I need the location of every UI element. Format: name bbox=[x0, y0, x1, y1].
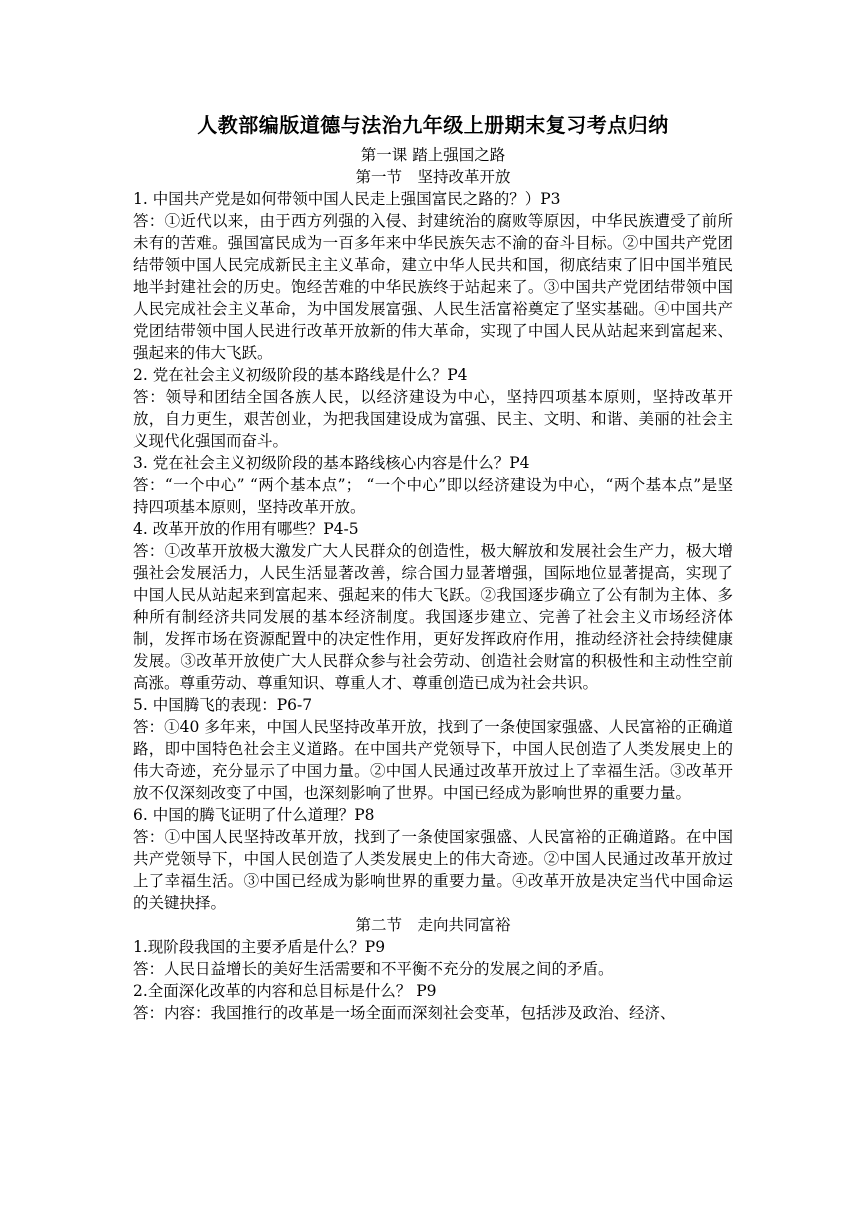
question-2: 2. 党在社会主义初级阶段的基本路线是什么？P4 bbox=[133, 366, 468, 384]
question-2-1: 1.现阶段我国的主要矛盾是什么？P9 bbox=[133, 938, 386, 956]
answer-3: 答：“一个中心” “两个基本点”； “一个中心”即以经济建设为中心，“两个基本点”是坚持四项基本原则，坚持改革开放。 bbox=[133, 476, 733, 516]
answer-2-1: 答：人民日益增长的美好生活需要和不平衡不充分的发展之间的矛盾。 bbox=[133, 960, 614, 978]
document-title: 人教部编版道德与法治九年级上册期末复习考点归纳 bbox=[197, 113, 669, 137]
section-title-1: 第一节 坚持改革开放 bbox=[355, 168, 511, 186]
lesson-title: 第一课 踏上强国之路 bbox=[360, 146, 506, 164]
question-6: 6. 中国的腾飞证明了什么道理？P8 bbox=[133, 806, 375, 824]
question-2-2: 2.全面深化改革的内容和总目标是什么？ P9 bbox=[133, 982, 437, 1000]
answer-4: 答：①改革开放极大激发广大人民群众的创造性，极大解放和发展社会生产力，极大增强社会发展活力，人民生活显著改善，综合国力显著增强，国际地位显著提高，实现了中国人民从站起来到富起来、强起来的伟大飞跃。②我国逐步确立了公有制为主体、多种所有制经济共同发展的基本经济制度。我国逐步建立、完善了社会主义市场经济体制，发挥市场在资源配置中的决定性作用，更好发挥政府作用，推动经济社会持续健康发展。③改革开放使广大人民群众参与社会劳动、创造社会财富的积极性和主动性空前高涨。尊重劳动、尊重知识、尊重人才、尊重创造已成为社会共识。 bbox=[133, 542, 733, 692]
question-3: 3. 党在社会主义初级阶段的基本路线核心内容是什么？P4 bbox=[133, 454, 530, 472]
answer-5: 答：①40 多年来，中国人民坚持改革开放，找到了一条使国家强盛、人民富裕的正确道路，即中国特色社会主义道路。在中国共产党领导下，中国人民创造了人类发展史上的伟大奇迹，充分显示了中国力量。②中国人民通过改革开放过上了幸福生活。③改革开放不仅深刻改变了中国，也深刻影响了世界。中国已经成为影响世界的重要力量。 bbox=[133, 718, 733, 802]
question-5: 5. 中国腾飞的表现：P6-7 bbox=[133, 696, 313, 714]
section-2-content bbox=[133, 936, 733, 1024]
section-1-content bbox=[133, 188, 733, 914]
question-4: 4. 改革开放的作用有哪些？P4-5 bbox=[133, 520, 359, 538]
document-page bbox=[133, 110, 733, 1024]
answer-1: 答：①近代以来，由于西方列强的入侵、封建统治的腐败等原因，中华民族遭受了前所未有的苦难。强国富民成为一百多年来中华民族矢志不渝的奋斗目标。②中国共产党团结带领中国人民完成新民主主义革命，建立中华人民共和国，彻底结束了旧中国半殖民地半封建社会的历史。饱经苦难的中华民族终于站起来了。③中国共产党团结带领中国人民完成社会主义革命，为中国发展富强、人民生活富裕奠定了坚实基础。④中国共产党团结带领中国人民进行改革开放新的伟大革命，实现了中国人民从站起来到富起来、强起来的伟大飞跃。 bbox=[133, 212, 733, 362]
section-title-2: 第二节 走向共同富裕 bbox=[355, 916, 511, 934]
answer-2-2: 答：内容：我国推行的改革是一场全面而深刻社会变革，包括涉及政治、经济、 bbox=[133, 1004, 676, 1022]
question-1: 1. 中国共产党是如何带领中国人民走上强国富民之路的？）P3 bbox=[133, 190, 561, 208]
answer-2: 答：领导和团结全国各族人民，以经济建设为中心，坚持四项基本原则，坚持改革开放，自力更生，艰苦创业，为把我国建设成为富强、民主、文明、和谐、美丽的社会主义现代化强国而奋斗。 bbox=[133, 388, 733, 450]
answer-6: 答：①中国人民坚持改革开放，找到了一条使国家强盛、人民富裕的正确道路。在中国共产党领导下，中国人民创造了人类发展史上的伟大奇迹。②中国人民通过改革开放过上了幸福生活。③中国已经成为影响世界的重要力量。④改革开放是决定当代中国命运的关键抉择。 bbox=[133, 828, 733, 912]
